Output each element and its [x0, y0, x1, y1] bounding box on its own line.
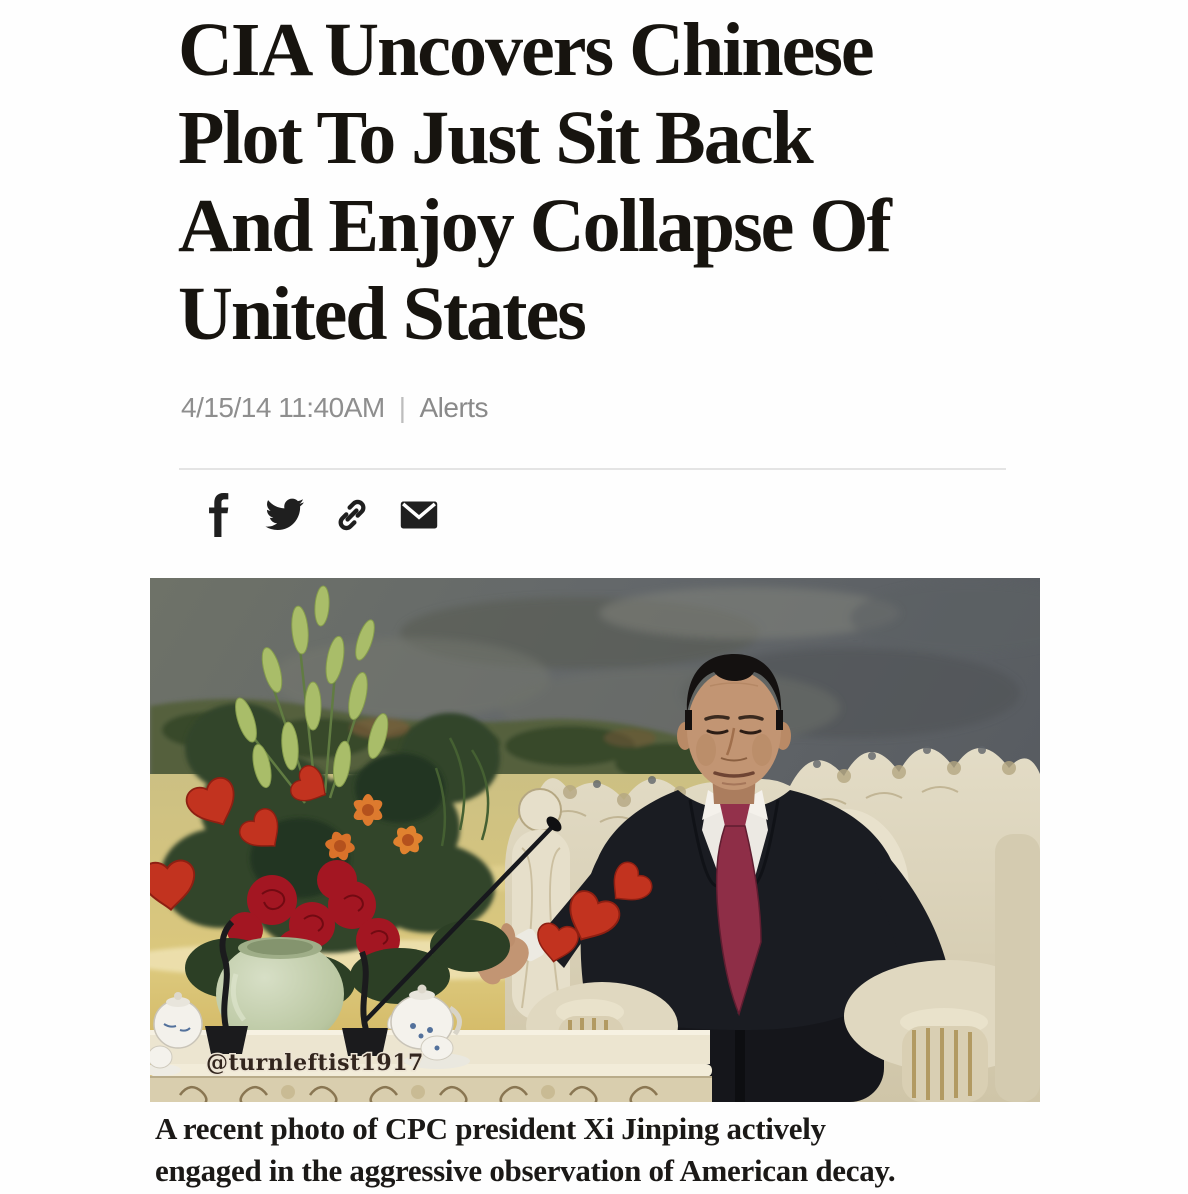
headline-line-1: CIA Uncovers Chinese	[178, 8, 873, 92]
headline-line-4: United States	[178, 272, 585, 356]
article-photo	[150, 578, 1040, 1102]
article-meta	[181, 392, 881, 424]
photo-caption	[155, 1108, 1075, 1192]
caption-line-1: A recent photo of CPC president Xi Jinping actively	[155, 1111, 826, 1146]
timestamp: 4/15/14 11:40AM	[181, 392, 385, 423]
share-toolbar	[198, 492, 439, 538]
headline	[178, 6, 1058, 358]
headline-line-2: Plot To Just Sit Back	[178, 96, 812, 180]
email-icon	[400, 498, 438, 532]
email-share-button[interactable]	[399, 492, 439, 538]
meta-separator: |	[398, 392, 406, 423]
facebook-icon	[206, 493, 230, 537]
photo-watermark: @turnleftist1917	[206, 1050, 424, 1076]
copy-link-share-button[interactable]	[332, 492, 372, 538]
photo-illustration	[150, 578, 1040, 1102]
twitter-share-button[interactable]	[265, 492, 305, 538]
divider-line	[179, 468, 1006, 470]
link-icon	[333, 496, 371, 534]
twitter-icon	[265, 497, 305, 533]
caption-line-2: engaged in the aggressive observation of American decay.	[155, 1153, 896, 1188]
headline-line-3: And Enjoy Collapse Of	[178, 184, 890, 268]
section-link-alerts[interactable]: Alerts	[419, 392, 489, 423]
facebook-share-button[interactable]	[198, 492, 238, 538]
